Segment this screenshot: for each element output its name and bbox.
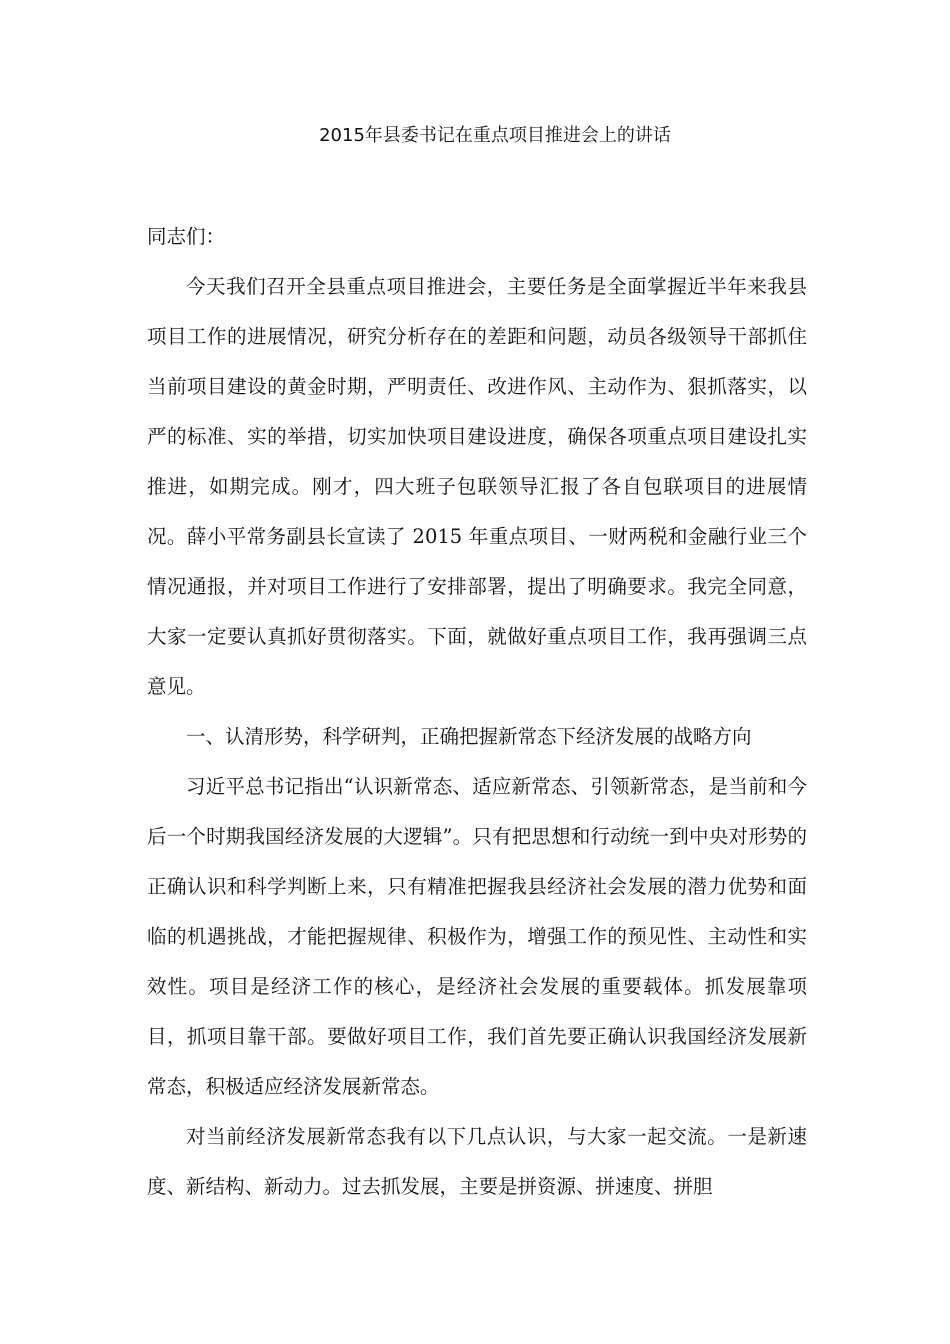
speech-body <box>147 262 807 1212</box>
section-heading-1: 一、认清形势，科学研判，正确把握新常态下经济发展的战略方向 <box>186 725 752 748</box>
paragraph-intro: 今天我们召开全县重点项目推进会，主要任务是全面掌握近半年来我县项目工作的进展情况，研究分析存在的差距和问题，动员各级领导干部抓住当前项目建设的黄金时期，严明责任、改进作风、主动作为、狠抓落实，以严的标准、实的举措，切实加快项目建设进度，确保各项重点项目建设扎实推进，如期完成。刚才，四大班子包联领导汇报了各自包联项目的进展情况。薛小平常务副县长宣读了 2015 年重点项目、一财两税和金融行业三个情况通报，并对项目工作进行了安排部署，提出了明确要求。我完全同意，大家一定要认真抓好贯彻落实。下面，就做好重点项目工作，我再强调三点意见。 <box>147 275 807 698</box>
paragraph-understanding: 对当前经济发展新常态我有以下几点认识，与大家一起交流。一是新速度、新结构、新动力。过去抓发展，主要是拼资源、拼速度、拼胆 <box>147 1125 807 1198</box>
greeting-block <box>147 212 807 262</box>
document-title: 2015年县委书记在重点项目推进会上的讲话 <box>319 125 671 146</box>
paragraph-new-normal: 习近平总书记指出“认识新常态、适应新常态、引领新常态，是当前和今后一个时期我国经济发展的大逻辑”。只有把思想和行动统一到中央对形势的正确认识和科学判断上来，只有精准把握我县经济社会发展的潜力优势和面临的机遇挑战，才能把握规律、积极作为，增强工作的预见性、主动性和实效性。项目是经济工作的核心，是经济社会发展的重要载体。抓发展靠项目，抓项目靠干部。要做好项目工作，我们首先要正确认识我国经济发展新常态，积极适应经济发展新常态。 <box>147 775 807 1098</box>
greeting: 同志们： <box>147 225 226 248</box>
